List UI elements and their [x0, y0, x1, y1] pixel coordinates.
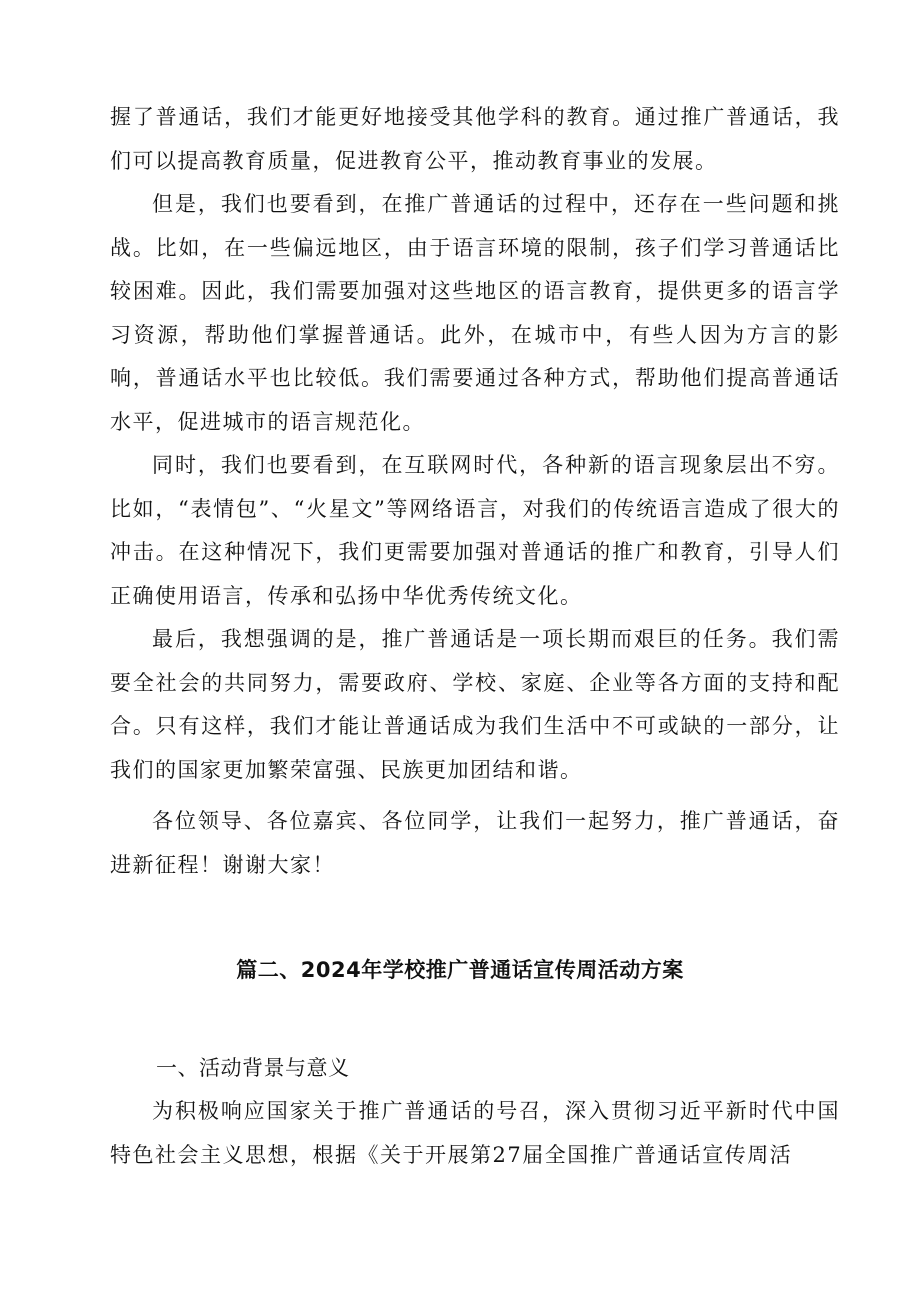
body-text-top: [110, 96, 840, 887]
paragraph-conclusion: 最后，我想强调的是，推广普通话是一项长期而艰巨的任务。我们需要全社会的共同努力，需要政府、学校、家庭、企业等各方面的支持和配合。只有这样，我们才能让普通话成为我们生活中不可或缺的一部分，让我们的国家更加繁荣富强、民族更加团结和谐。: [110, 627, 840, 782]
sub-heading: 一、活动背景与意义: [156, 1056, 350, 1080]
paragraph-background: 为积极响应国家关于推广普通话的号召，深入贯彻习近平新时代中国特色社会主义思想，根据《关于开展第27届全国推广普通话宣传周活: [110, 1099, 840, 1167]
section-title: 篇二、2024年学校推广普通话宣传周活动方案: [236, 958, 684, 982]
paragraph-continuation: 握了普通话，我们才能更好地接受其他学科的教育。通过推广普通话，我们可以提高教育质量，促进教育公平，推动教育事业的发展。: [110, 105, 840, 173]
paragraph-challenges: 但是，我们也要看到，在推广普通话的过程中，还存在一些问题和挑战。比如，在一些偏远地区，由于语言环境的限制，孩子们学习普通话比较困难。因此，我们需要加强对这些地区的语言教育，提供更多的语言学习资源，帮助他们掌握普通话。此外，在城市中，有些人因为方言的影响，普通话水平也比较低。我们需要通过各种方式，帮助他们提高普通话水平，促进城市的语言规范化。: [110, 192, 840, 434]
body-text-bottom: [110, 1090, 840, 1177]
paragraph-closing: 各位领导、各位嘉宾、各位同学，让我们一起努力，推广普通话，奋进新征程！谢谢大家！: [110, 809, 840, 877]
paragraph-internet-era: 同时，我们也要看到，在互联网时代，各种新的语言现象层出不穷。比如，“表情包”、“火星文”等网络语言，对我们的传统语言造成了很大的冲击。在这种情况下，我们更需要加强对普通话的推广和教育，引导人们正确使用语言，传承和弘扬中华优秀传统文化。: [110, 453, 840, 608]
